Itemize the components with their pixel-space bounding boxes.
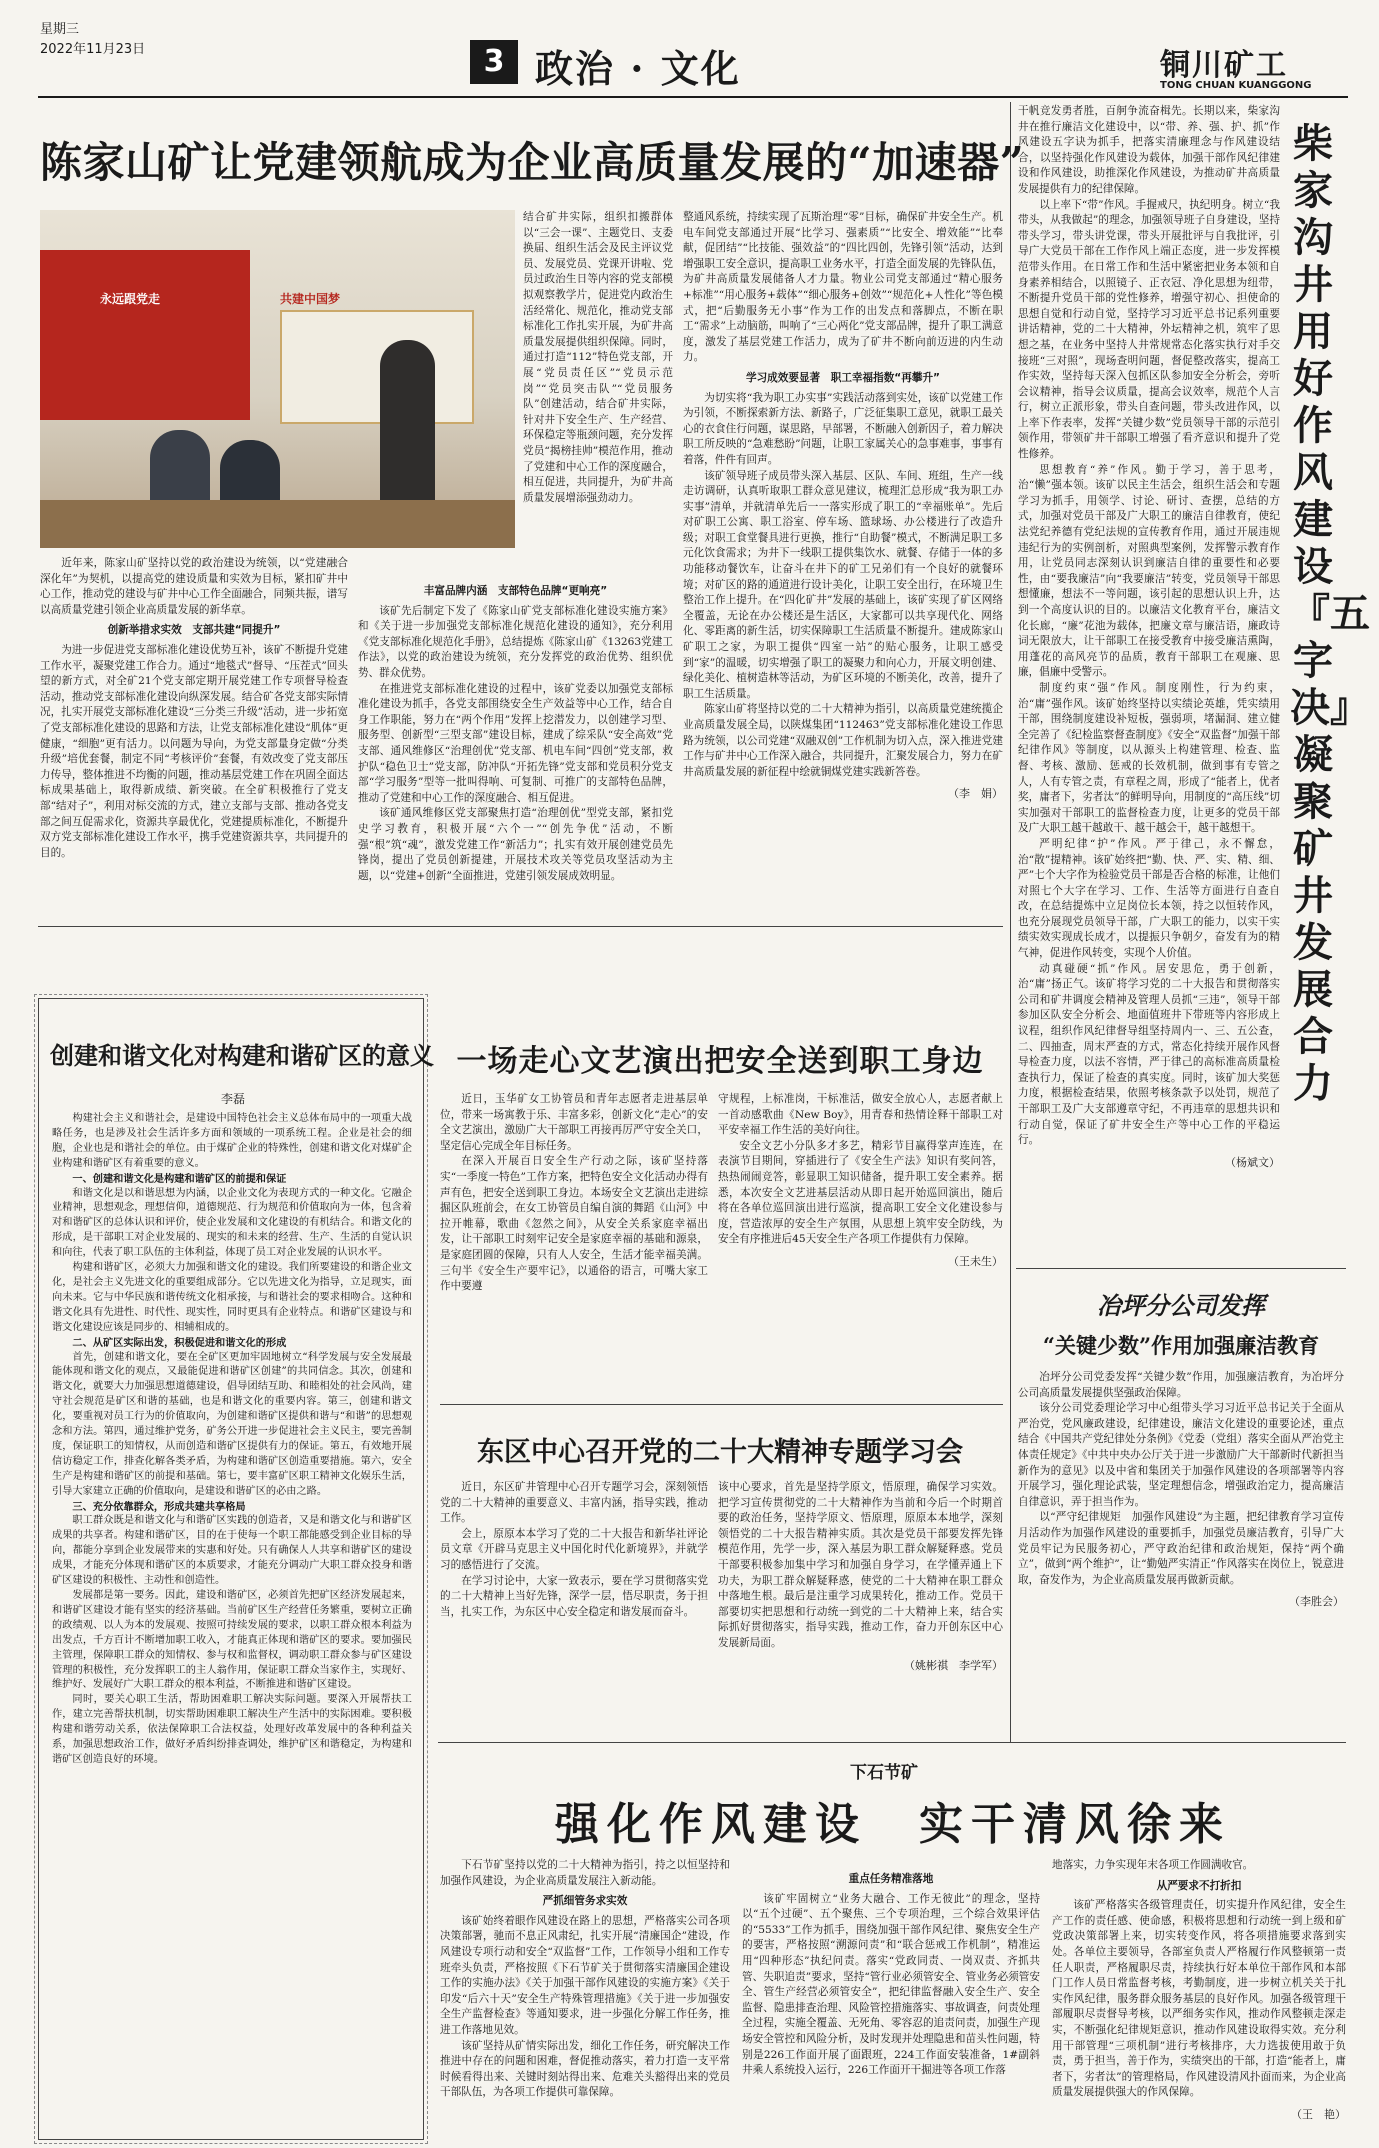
lead-article-title: 陈家山矿让党建领航成为企业高质量发展的“加速器” [40,138,1025,187]
harmony-p1: 构建社会主义和谐社会，是建设中国特色社会主义总体布局中的一项重大战略任务，也是涉及社会生活许多方面和领域的一项系统工程。企业是社会的细胞，企业也是和谐社会的单位。由于煤矿企业的特殊性，创建和谐文化对煤矿企业构建和谐矿区有着重要的意义。 [52,1113,412,1169]
lead-intro: 近年来，陈家山矿坚持以党的政治建设为统领，以“党建融合深化年”为契机，以提高党的建设质量和实效为目标，紧扣矿井中心工作，推动党的建设与矿井中心工作全面融合，同频共振，谱写以高质量党建引领企业高质量发展的新华章。 [40,557,348,616]
harmony-p2: 和谐文化是以和谐思想为内涵，以企业文化为表现方式的一种文化。它融企业精神，思想观念，理想信仰，道德规范、行为规范和价值取向为一体，包含着对和谐矿区的总体认识和评价，使企业发展和文化建设的有机结合。和谐文化的形成，是干部职工对企业发展的、现实的和未来的经营、生产、生活的自觉认识和向往，代表了职工队伍的主体利益，体现了员工对企业发展的认识水平。 [52,1187,412,1259]
masthead [0,0,1379,94]
harmony-h3: 三、充分依靠群众，形成共建共享格局 [72,1500,246,1513]
safety-bottom-rule [440,1404,1003,1405]
right-p6: 动真碰硬“抓”作风。居安思危，勇于创新，治“庸”扬正气。该矿将学习党的二十大报告和贯彻落实公司和矿井调度会精神及管理人员抓“三违”，领导干部参加区队安全分析会、地面值班井下带班等内容形成上议程，组织作风纪律督导组坚持周内一、三、五公查，二、四抽查，周末严查的方式，常态化持续开展作风督导检查力度，以法不容情，严于律己的高标准高质量检查执行力，保证了检查的真实度。同时，该矿加大奖惩力度，根据检查结果，依照考核条款予以处罚，规范了干部职工及广大支部遵章守纪，不再违章的思想共识和行动自觉，保证了矿井安全生产等中心工作的平稳运行。 [1018,962,1280,1147]
xiashijie-c3-p2: 该矿严格落实各级管理责任，切实提升作风纪律，安全生产工作的责任感、使命感，积极将思想和行动统一到上级和矿党政决策部署上来，切实转变作风，将各项措施要求落到实处。各单位主要领导，各部室负责人严格履行作风整顿第一责任人职责，严格履职尽责，持续执行好本单位干部作风和本部门工作人员日常监督考核，考勤制度，进一步树立机关关于扎实作风纪律，服务群众服务基层的良好作风。加强各级管理干部履职尽责督导考核，以严细务实作风，推动作风整顿走深走实，不断强化纪律规矩意识，推动作风建设取得实效。充分利用干部管理“三项机制”进行考核排序，大力选拔使用敢于负责，勇于担当，善于作为，实绩突出的干部，打造“能者上，庸者下，劣者汰”的管理格局，作风建设清风扑面而来，为企业高质量发展提供强大的作风保障。 [1052,1899,1346,2099]
paper-name-pinyin: TONG CHUAN KUANGGONG [1160,80,1312,91]
xiashijie-col-3 [1052,1858,1346,2140]
yeping-title-1: 冶坪分公司发挥 [1097,1291,1265,1320]
lead-s3-p2: 该矿领导班子成员带头深入基层、区队、车间、班组，生产一线走访调研，认真听取职工群众意见建议，梳理汇总形成“我为职工办实事”清单，并就清单先后一一落实形成了职工的“幸福账单”。先后对矿职工公寓、职工浴室、停车场、篮球场、办公楼进行了改造升级；对职工食堂餐具进行更换，推行“自助餐”模式，不断满足职工多元化饮食需求；为井下一线职工提供集饮水、就餐、存储于一体的多功能移动餐饮车，让奋斗在井下的矿工兄弟们有一个良好的就餐环境；对矿区的路的通道进行设计美化，让职工安全出行，在环境卫生整治工作上提升。在“四化矿井”发展的基础上，该矿实现了矿区网络全覆盖，无论在办公楼还是生活区，大家都可以共享现代化、网络化、零距离的新生活，切实保障职工生活质量不断提升。建成陈家山矿职工之家，为职工提供“四室一站”的贴心服务，让职工感受到“家”的温暖，切实增强了职工的凝聚力和向心力，开展文明创建、绿化美化、植树造林等活动，为矿区环境的不断美化，改善，提升了职工生活质量。 [683,469,1003,700]
xiashijie-c2-p1: 该矿牢固树立“业务大融合、工作无彼此”的理念，坚持以“五个过硬”、五个聚焦、三个专项治理，三个综合效果评估的“5533”工作为抓手，围绕加强干部作风纪律、聚焦安全生产的要害，严格按照“溯源问责”和“联合惩戒工作机制”，精准运用“四种形态”执纪问责。落实“党政同责、一岗双责、齐抓共管、失职追责”要求，坚持“管行业必须管安全、管业务必须管安全、管生产经营必须管安全”，把纪律监督融入安全生产、安全监督、隐患排查治理、风险管控措施落实、事故调查，问责处理全过程，实施全覆盖、无死角、零容忍的追责问责，加强生产现场安全管控和风险分析，及时发现并处理隐患和苗头性问题，特别是226工作面开展了面跟班，224工作面安装准备，1#副斜井乘人系统投入运行，226工作面开干掘进等各项工作落 [742,1892,1040,2077]
lead-s1-p2: 结合矿井实际，组织扣搬群体以“三会一课”、主题党日、支委换届、组织生活会及民主评议党员、发展党员、党课开讲啦、党员过政治生日等内容的党支部模拟观察教学片，促进党内政治生活经常化、规范化，推动党支部标准化工作扎实开展，为矿井高质量发展提供组织保障。同时，通过打造“112”特色党支部，开展“党员责任区”“党员示范岗”“党员突击队”“党员服务队”创建活动，结合矿井实际，针对井下安全生产、生产经营、环保稳定等瓶颈问题，充分发挥党员“揭榜挂帅”模范作用，推动了党建和中心工作的深度融合，相互促进，共同提升，为矿井高质量发展增添强劲动力。 [523,211,673,504]
xiashijie-c1-p1: 下石节矿坚持以党的二十大精神为指引，持之以恒坚持和加强作风建设，为企业高质量发展注入新动能。 [440,1859,730,1887]
photo-floor [40,500,515,548]
yeping-p1: 冶坪分公司党委发挥“关键少数”作用，加强廉洁教育，为冶坪分公司高质量发展提供坚强政治保障。 [1018,1371,1344,1399]
lead-col-1 [40,556,348,916]
harmony-h1: 一、创建和谐文化是构建和谐矿区的前提和保证 [72,1172,287,1185]
safety-author: （王未生） [948,1254,1003,1268]
harmony-title: 创建和谐文化对构建和谐矿区的意义 [50,1041,434,1070]
east-title: 东区中心召开党的二十大精神专题学习会 [477,1437,963,1468]
weekday: 星期三 [40,22,80,37]
yeping-p3: 以“严守纪律规矩 加强作风建设”为主题，把纪律教育学习宣传月活动作为加强作风建设的重要抓手，加强党员廉洁教育，引导广大党员牢记为民服务初心，严守政治纪律和政治规矩，保持“两个确立”，做到“两个维护”，让“勤勉严实清正”作风落实在岗位上，锐意进取，奋发作为，为企业高质量发展再做新贡献。 [1018,1511,1344,1586]
lead-s1-p1: 为进一步促进党支部标准化建设优势互补，该矿不断提升党建工作水平，凝聚党建工作合力。通过“地毯式”督导、“压茬式”回头望的新方式，对全矿21个党支部定期开展党建工作专项督导检查活动，推动党支部标准化建设向纵深发展。结合矿各党支部实际情况，扎实开展党支部标准化建设“三分类三升级”活动，进一步拓宽了党支部标准化建设的思路和方法，让党支部标准化建设“肌体”更健康，“细胞”更有活力。以问题为导向，为党支部量身定做“分类升级”培优套餐，制定不同“考核评价”套餐，有效改变了党支部压力传导，整体推进不均衡的问题，推动基层党建工作在巩固全面达标成果基础上，取得新成绩、新突破。在全矿积极推行了党支部“结对子”，利用对标交流的方式，建立支部与支部、推动各党支部之间互促需求化，资源共享最优化，党建提质标准化，不断提升双方党支部标准化建设工作水平，携手党建资源共享，共同提升的目的。 [40,643,348,859]
lead-s2-p4: 整通风系统，持续实现了瓦斯治理“零”目标，确保矿井安全生产。机电车间党支部通过开展“比学习、强素质”“比安全、增效能”“比奉献，促团结”“比技能、强效益”的“四比四创，先锋引领”活动，达到增强职工安全意识，提高职工业务水平，打造全面发展的先锋队伍，为矿井高质量发展储备人才力量。物业公司党支部通过“精心服务+标准”“用心服务+载体”“细心服务+创效”“规范化+人性化”等色模式，把“后勤服务无小事”作为工作的出发点和落脚点，不断在职工“需求”上动脑筋，叫响了“三心两化”党支部品牌，提升了职工满意度，激发了基层党建工作活力，成为了矿井不断向前迈进的内生动力。 [683,211,1003,364]
lead-s2-title: 丰富品牌内涵 支部特色品牌“更响亮” [423,585,608,597]
photo-sign-1: 永远跟党走 [100,292,161,306]
xiashijie-author: （王 艳） [1291,2107,1346,2121]
xiashijie-col-2 [742,1858,1040,2140]
safety-col-1 [440,1092,708,1400]
yeping-author: （李胜会） [1289,1595,1344,1609]
right-author: （杨斌文） [1225,1155,1280,1169]
issue-date: 2022年11月23日 [40,42,146,57]
lead-s1-title: 创新举措求实效 支部共建“同提升” [107,624,281,637]
east-p3: 在学习讨论中，大家一致表示，要在学习贯彻落实党的二十大精神上当好先锋，深学一层，悟尽职责，务于担当，扎实工作，为东区中心安全稳定和谐发展而奋斗。 [440,1574,708,1618]
right-col-headline: 柴家沟井用好作风建设『五字决』凝聚矿井发展合力 [1290,120,1370,1107]
right-p3: 思想教育“养”作风。勤于学习，善于思考，治“懒”强本领。该矿以民主生活会，组织生活会和专题学习为抓手，用领学、讨论、研讨、查摆，总结的方式，加强对党员干部及广大职工的廉洁自律教育，使纪法党纪养德有党纪法规的宣传教育作用，通过开展违规违纪行为的实例剖析，对照典型案例，发挥警示教育作用，让党员同志深刻认识到廉洁自律的重要性和必要性，由“要我廉洁”向“我要廉洁”转变，党员领导干部思想懂廉，想法不一等问题，该引起的思想认识上升，达到一个高度认识的目的。以廉洁文化教育平台，廉洁文化长廊，“廉”花池为载体，把廉文章与廉洁语，廉政诗词无限放大，让干部职工在接受教育中接受廉洁熏陶，用蓬花的高风亮节的品质，教育干部职工在观廉、思廉，倡廉中受警示。 [1018,463,1280,679]
harmony-h2: 二、从矿区实际出发，积极促进和谐文化的形成 [72,1336,287,1349]
harmony-p3: 构建和谐矿区，必须大力加强和谐文化的建设。我们所要建设的和谐企业文化，是社会主义先进文化的重要组成部分。它以先进文化为指导，立足现实，面向未来。它与中华民族和谐传统文化相承接，与和谐社会的要求相吻合。这种和谐文化具有先进性、时代性、现实性，同时更具有企业特点。和谐矿区建设与和谐文化建设应该是同步的、相辅相成的。 [52,1262,412,1333]
safety-title: 一场走心文艺演出把安全送到职工身边 [456,1044,984,1079]
right-p1: 干帆竞发勇者胜，百舸争流奋楫先。长期以来，柴家沟井在推行廉洁文化建设中，以“带、养、强、护、抓”作风建设五字诀为抓手，把落实清廉理念与作风建设结合，以坚持强化作风建设为载体，加强干部作风纪律建设和作风建设，助推深化作风建设，为推动矿井高质量发展提供有力的纪律保障。 [1018,105,1280,195]
harmony-body [52,1112,412,2132]
xiashijie-title: 强化作风建设 实干清风徐来 [555,1799,1231,1850]
lead-s3-p3: 陈家山矿将坚持以党的二十大精神为指引，以高质量党建统揽企业高质量发展全局，以陕煤集团“112463”党支部标准化建设工作思路为统领，以公司党建“双融双创”工作机制为切入点，深入推进党建工作与矿井中心工作深入融合，共同提升，汇聚发展合力，努力在矿井高质量发展的新征程中绘就铜煤党建实践新答卷。 [683,703,1003,778]
harmony-p7: 同时，要关心职工生活，帮助困难职工解决实际问题。要深入开展帮扶工作，建立完善帮扶机制，切实帮助困难职工解决生产生活中的实际困难。要积极构建和谐劳动关系，依法保障职工合法权益，处理好改革发展中的各种利益关系，加强思想政治工作，做好矛盾纠纷排查调处，维护矿区和谐稳定，为构建和谐矿区创造良好的环境。 [52,1694,412,1765]
safety-col-2 [718,1092,1003,1400]
right-p2: 以上率下“带”作风。手握戒尺，执纪明身。树立“我带头，从我做起”的理念，加强领导班子自身建设，坚持带头学习，带头讲党课，带头开展批评与自我批评，引导广大党员干部在工作作风上端正态度，进一步发挥模范带头作用。在日常工作和生活中紧密把业务本领和自身素养相结合，以照镜子、正衣冠、净化思想为纽带，不断提升党员干部的党性修养，增强守初心、担使命的思想自觉和行动自觉，坚持学习习近平总书记系列重要讲话精神，党的二十大精神，外坛精神之机，筑牢了思想之基，在业务中坚持人井常规常态化落实执行对手交接班“三对照”，现场查明问题，督促整改落实，提高工作实效，坚持每天深入包抓区队参加安全分析会，旁听会议精神，指导会议质量，提高会议效率，规范个人言行，树立正派形象，带头自查问题，带头改进作风，以上率下作表率，发挥“关键少数”党员领导干部的示范引领作用，带领矿井干部职工增强了看齐意识和提升了党性修养。 [1018,198,1280,461]
xiashijie-c2-heading: 重点任务精准落地 [848,1873,934,1885]
xiashijie-col-1 [440,1858,730,2140]
xiashijie-c1-p2: 该矿始终着眼作风建设在路上的思想，严格落实公司各项决策部署，驰而不息正风肃纪，扎实开展“清廉国企”建设，作风建设专项行动和安全“双监督”工作，工作领导小组和工作专班牵头负责，严格按照《下石节矿关于贯彻落实清廉国企建设工作的实施办法》《关于加强干部作风建设的实施方案》《关于印发“后六十天”安全生产特殊管理措施》《关于进一步加强安全生产监督检查》等通知要求，进一步强化分解工作任务，推进工作落地见效。 [440,1914,730,2036]
page-number: 3 [483,44,505,79]
photo-red-wall [40,250,250,420]
harmony-p4: 首先，创建和谐文化，要在全矿区更加牢固地树立“科学发展与安全发展最能体现和谐文化的观点，又最能促进和谐矿区创建”的共同信念。其次，创建和谐文化，就要大力加强思想道德建设，倡导团结互助、和睦相处的社会风尚，建守社会规范是矿区和谐的基础，也是和谐文化的重要内容。第三，创建和谐文化，要重视对员工行为的价值取向，为创建和谐矿区提供和谐与“和谐”的思想观念和方法。第四，通过维护党务，矿务公开进一步促进社会主义民主，要完善制度，保证职工的知情权，从而创造和谐矿区提供有力的保证。第五，有效地开展信访稳定工作，排查化解各类矛盾，为构建和谐矿区创造重要措施。第六，安全生产是构建和谐矿区的前提和基础。第七，要丰富矿区职工精神文化娱乐生活，引导大家建立正确的价值取向，是建设和谐矿区的必由之路。 [52,1351,412,1497]
right-p5: 严明纪律“护”作风。严于律己，永不懈怠，治“散”提精神。该矿始终把“勤、快、严、实、精、细、严”七个大字作为检验党员干部是否合格的标准，让他们对照七个大字在学习、工作、生活等方面进行自查自改，在总结提炼中立足岗位长本领，持之以恒转作风，也充分展现党员领导干部，广大职工的能力，以实干实绩实效实现成长成才，以提振只争朝夕，奋发有为的精气神，促进作风转变，实现个人价值。 [1018,837,1280,960]
yeping-title-2: “关键少数”作用加强廉洁教育 [1042,1333,1320,1358]
lead-s3-title: 学习成效要显著 职工幸福指数“再攀升” [745,371,941,384]
lead-col-narrow [523,210,673,550]
yeping-top-rule [1016,1268,1346,1269]
safety-p3: 守规程，上标准岗，干标准活，做安全放心人，志愿者献上一首动感歌曲《New Boy》，用青春和热情诠释干部职工对平安幸福工作生活的美好向往。 [718,1093,1003,1137]
east-col-2 [718,1480,1003,1716]
east-p2: 会上，原原本本学习了党的二十大报告和新华社评论员文章《开辟马克思主义中国化时代化新境界》，并就学习的感悟进行了交流。 [440,1527,708,1571]
harmony-p5: 职工群众既是和谐文化与和谐矿区实践的创造者，又是和谐文化与和谐矿区成果的共享者。构建和谐矿区，目的在于使每一个职工都能感受到企业目标的导向，都能分享到企业发展带来的实惠和好处。只有确保人人共享和谐矿区的建设成果，才能充分体现和谐矿区的本质要求，才能充分调动广大职工群众投身和谐矿区建设的积极性、主动性和创造性。 [52,1515,412,1587]
lead-s2-p3: 该矿通风维修区党支部聚焦打造“治理创优”型党支部，紧扣党史学习教育，积极开展“六个一”“创先争优”活动，不断强“根”筑“魂”，激发党建工作“新活力”；扎实有效开展创建党员先锋岗，提出了党员创新提建，开展技术攻关等党员攻坚活动为主题，以“党建+创新”全面推进，党建引领发展成效明显。 [358,807,673,882]
east-p1: 近日，东区矿井管理中心召开专题学习会，深刻领悟党的二十大精神的重要意义、丰富内涵，指导实践，推动工作。 [440,1481,708,1525]
lead-col-2 [358,556,673,916]
harmony-byline: 李磊 [220,1092,245,1106]
xiashijie-c1-p3: 该矿坚持从矿情实际出发，细化工作任务，研究解决工作推进中存在的问题和困难，督促推动落实，着力打造一支平常时候看得出来、关键时刻站得出来、危难关头豁得出来的党员干部队伍，为各项工作提供可靠保障。 [440,2039,730,2099]
xiashijie-top-rule [438,1742,1346,1743]
harmony-p6: 发展都是第一要务。因此，建设和谐矿区，必须首先把矿区经济发展起来，和谐矿区建设才能有坚实的经济基础。当前矿区生产经营任务繁重，要树立正确的政绩观、以人为本的发展观、按照可持续发展的要求，以职工群众根本利益为出发点，千方百计不断增加职工收入，才能真正体现和谐矿区的要求。要加强民主管理，保障职工群众的知情权、参与权和监督权，调动职工群众参与矿区建设管理的积极性，充分发挥职工的主人翁作用，保证职工群众当家作主，实现好、维护好、发展好广大职工群众的根本利益，不断推进和谐矿区建设。 [52,1590,412,1691]
photo-board [280,310,474,424]
yeping-body [1018,1370,1344,1720]
paper-name: 铜川矿工 [1160,48,1288,83]
lead-s2-p1: 该矿先后制定下发了《陈家山矿党支部标准化建设实施方案》和《关于进一步加强党支部标准化规范化建设的通知》，充分利用《党支部标准化规范化手册》，总结提炼《陈家山矿《13263党建工作法》，以党的政治建设为统领，充分发挥党的政治优势、组织优势、群众优势。 [358,604,673,679]
safety-p2: 在深入开展百日安全生产行动之际，该矿坚持落实“一季度一特色”工作方案，把特色安全文化活动办得有声有色，把安全送到职工身边。本场安全文艺演出走进综掘区队班前会，在女工协管员自编自演的舞蹈《山河》中拉开帷幕，歌曲《忽然之间》，从安全关系家庭幸福出发，让干部职工时刻牢记安全是家庭幸福的基础和源泉，是家庭团圆的保障，只有人人安全，生活才能幸福美满。三句半《安全生产要牢记》，以通俗的语言，可嘴大家工作中要遵 [440,1155,708,1293]
section-title: 政治 · 文化 [535,46,741,91]
safety-p1: 近日，玉华矿女工协管员和青年志愿者走进基层单位，带来一场寓教于乐、丰富多彩，创新文化“走心”的安全文艺演出，激励广大干部职工再接再厉严守安全关口，坚定信心完成全年目标任务。 [440,1093,708,1152]
east-p4: 该中心要求，首先是坚持学原文，悟原理，确保学习实效。把学习宣传贯彻党的二十大精神作为当前和今后一个时期首要的政治任务，坚持学原文、悟原理，原原本本地学，深刻领悟党的二十大报告精神实质。其次是党员干部要发挥先锋模范作用，先学一步，深入基层为职工群众解疑释惑。党员干部要积极参加集中学习和加强自身学习，在学懂弄通上下功夫，为职工群众解疑释惑，使党的二十大精神在职工群众中落地生根。最后是注重学习成果转化，推动工作。党员干部要切实把思想和行动统一到党的二十大精神上来，结合实际抓好贯彻落实，指导实践，推动工作，奋力开创东区中心发展新局面。 [718,1481,1003,1649]
xiashijie-kicker: 下石节矿 [850,1763,918,1783]
safety-p4: 安全文艺小分队多才多艺，精彩节目赢得掌声连连，在表演节目期间，穿插进行了《安全生产法》知识有奖问答，热热闹闹竞答，彰显职工知识储备，提升职工安全素养。据悉，本次安全文艺进基层活动从即日起开始巡回演出，随后将在各单位巡回演出进行巡演，提高职工安全文化建设参与度，营造浓厚的安全生产氛围，从思想上筑牢安全防线，为安全有序推进后45天安全生产各项工作提供有力保障。 [718,1139,1003,1246]
xiashijie-c3-heading: 从严要求不打折扣 [1156,1879,1242,1892]
header-rule [38,96,1348,98]
right-col-body [1018,104,1280,1264]
lead-s2-p2: 在推进党支部标准化建设的过程中，该矿党委以加强党支部标准化建设为抓手，各党支部围绕安全生产效益等中心工作，结合自身工作职能，努力在“两个作用”发挥上挖潜发力，以创建学习型、服务型、创新型“三型支部”建设目标，建成了综采队“安全高效”党支部、通风维修区“治理创优”党支部、机电车间“四创”党支部，救护队“稳色卫士”党支部，防冲队“开拓先锋”党支部和党员积分党支部“学习服务”型等一批叫得响、可复制、可推广的支部特色品牌，推动了党建和中心工作的深度融合、相互促进。 [358,682,673,804]
lead-author: （李 娟） [948,787,1003,801]
lead-photo [40,210,515,548]
lead-s3-p1: 为切实将“我为职工办实事”实践活动落到实处，该矿以党建工作为引领，不断探索新方法、新路子，广泛征集职工意见，就职工最关心的衣食住行问题，谋思路，早部署，不断融入创新因子，着力解决职工所反映的“急难愁盼”问题，让职工家属关心的急事难事，事事有着落，件件有回声。 [683,391,1003,466]
right-column-divider [1010,102,1011,1742]
lead-bottom-rule [38,926,1003,927]
lead-col-3 [683,210,1003,916]
right-p4: 制度约束“强”作风。制度刚性，行为约束，治“庸”强作风。该矿始终坚持以实绩论英雄，凭实绩用干部，围绕制度建设补短板，强弱项，堵漏洞、建立健全完善了《纪检监察督查制度》《安全“双监督”加强干部纪律作风》等制度，以从源头上构建管理、检查、监督、考核、激励、惩戒的长效机制，做到事有专管之人，人有专管之责，有章程之周，形成了“能者上，优者奖，庸者下，劣者汰”的鲜明导向，用制度的“高压线”切实加强对干部职工的监督检查力度，让更多的党员干部及广大职工越干越敢干、越干越会干，越干越想干。 [1018,681,1280,835]
east-col-1 [440,1480,708,1716]
xiashijie-c3-p1: 地落实，力争实现年末各项工作圆满收官。 [1052,1859,1254,1871]
xiashijie-c1-heading: 严抓细管务求实效 [542,1895,628,1908]
east-author: （姚彬祺 李学军） [904,1658,1003,1672]
yeping-p2: 该分公司党委理论学习中心组带头学习习近平总书记关于全面从严治党，党风廉政建设，纪律建设，廉洁文化建设的重要论述，重点结合《中国共产党纪律处分条例》《党委（党组）落实全面从严治党主体责任规定》《中共中央办公厅关于进一步激励广大干部新时代新担当新作为的意见》以及中省和集团关于加强作风建设的各项部署等内容开展学习，强化理论武装，坚定理想信念，增强政治定力，提高廉洁自律意识，弄于担当作为。 [1018,1402,1344,1508]
photo-sign-2: 共建中国梦 [280,292,341,306]
